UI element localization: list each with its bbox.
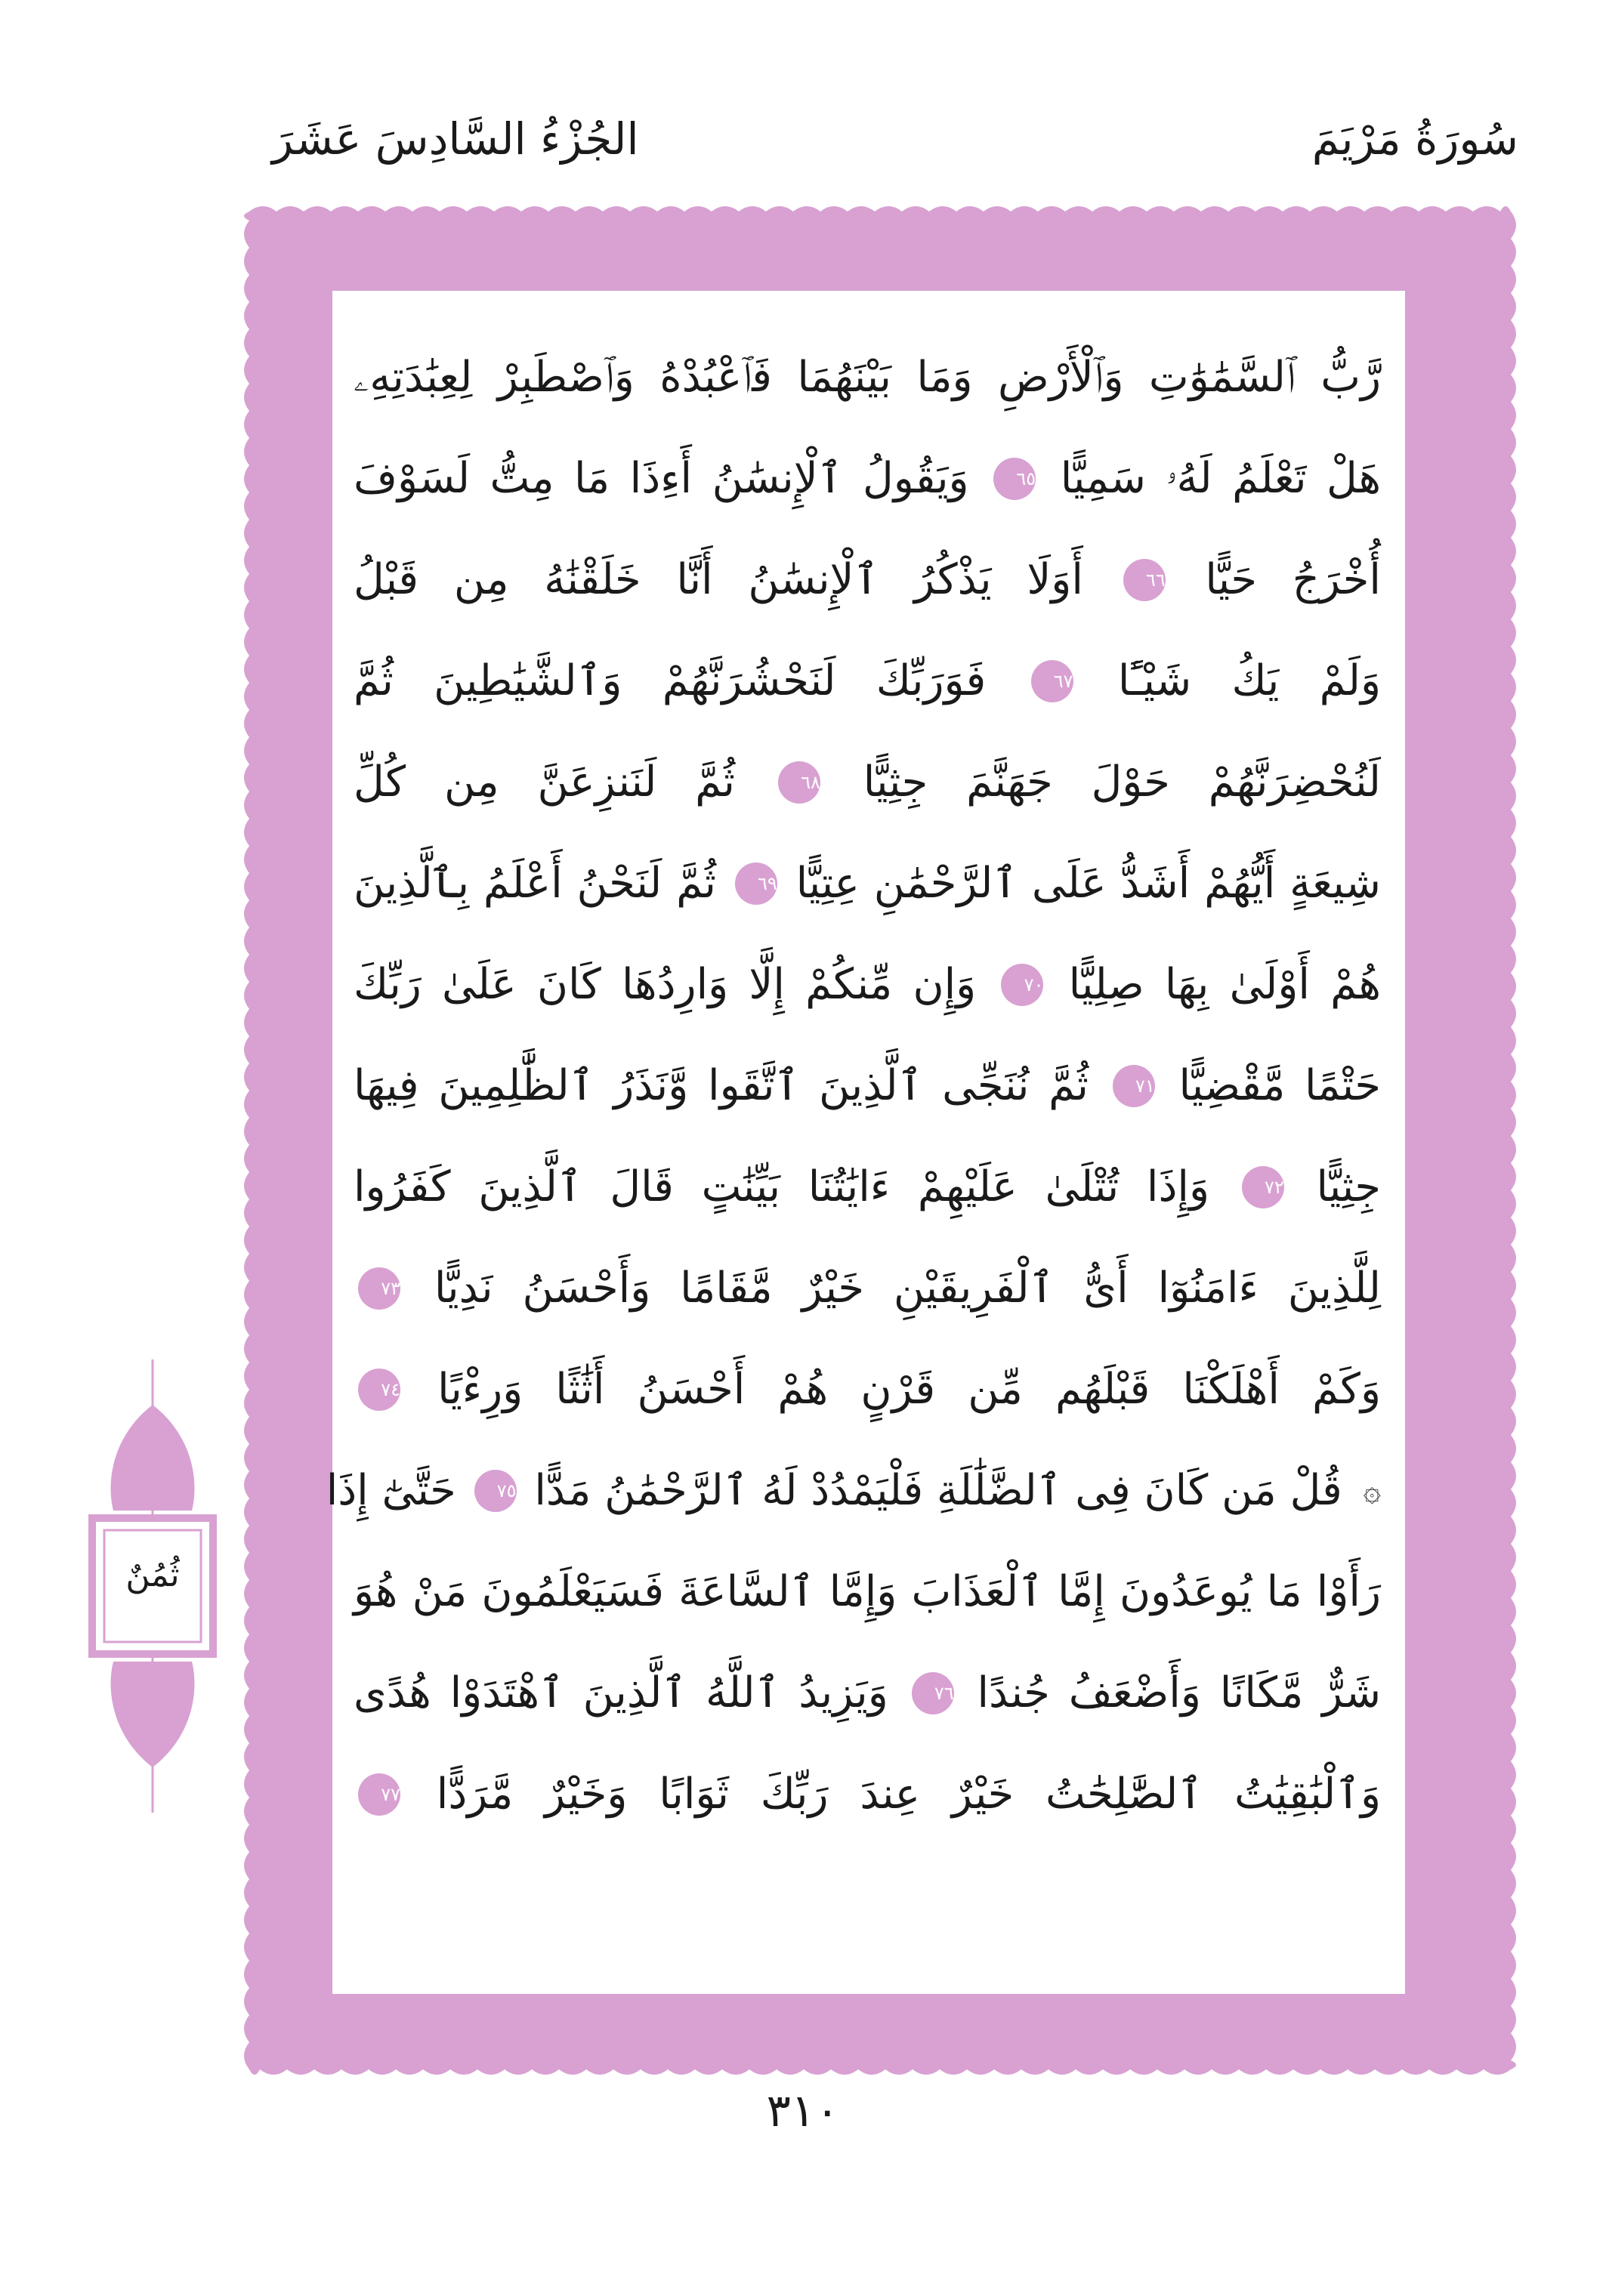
ayah-number-marker: ٦٩ [735,863,777,905]
ayah-number-marker: ٧٠ [1001,964,1043,1006]
verse-line [354,1539,1381,1640]
verse-text: هُمْ أَوْلَىٰ بِهَا صِلِيًّا [1068,959,1381,1009]
verse-text: شِيعَةٍ أَيُّهُمْ أَشَدُّ عَلَى ٱلرَّحْمَٰنِ عِتِيًّا [795,858,1381,908]
ayah-number-marker: ٧٦ [912,1672,954,1714]
verse-line [354,1236,1381,1337]
verse-text: قُلْ مَن كَانَ فِى ٱلضَّلَٰلَةِ فَلْيَمْدُدْ لَهُ ٱلرَّحْمَٰنُ مَدًّا [534,1465,1342,1515]
ayah-number-marker: ٧٥ [474,1470,517,1512]
ayah-number-marker: ٧٤ [358,1369,400,1411]
surah-name: سُورَةُ مَرْيَمَ [1311,113,1518,165]
verse-line [326,1438,1381,1539]
verse-text: وَإِذَا تُتْلَىٰ عَلَيْهِمْ ءَايَٰتُنَا بَيِّنَٰتٍ قَالَ ٱلَّذِينَ كَفَرُوا [354,1162,1210,1211]
verse-text: أُخْرَجُ حَيًّا [1205,554,1381,604]
verse-text: لِلَّذِينَ ءَامَنُوٓا أَىُّ ٱلْفَرِيقَيْنِ خَيْرٌ مَّقَامًا وَأَحْسَنُ نَدِيًّا [434,1263,1381,1313]
verse-line [354,1134,1381,1236]
verse-text: فَوَرَبِّكَ لَنَحْشُرَنَّهُمْ وَٱلشَّيَٰطِينَ ثُمَّ [354,656,987,705]
verse-text: جِثِيًّا [1316,1162,1381,1211]
ayah-number-marker: ٧٢ [1242,1166,1284,1208]
verse-line [354,1033,1381,1134]
verse-text: وَكَمْ أَهْلَكْنَا قَبْلَهُم مِّن قَرْنٍ هُمْ أَحْسَنُ أَثَٰثًا وَرِءْيًا [437,1364,1381,1414]
verse-line [354,831,1381,932]
verse-text: لَنُحْضِرَنَّهُمْ حَوْلَ جَهَنَّمَ جِثِيًّا [863,757,1381,807]
page-number: ٣١٠ [766,2085,840,2137]
ayah-number-marker: ٦٦ [1123,559,1166,601]
verse-line [354,730,1381,831]
verse-line [354,1742,1381,1843]
ayah-number-marker: ٦٧ [1031,660,1073,702]
verse-text: هَلْ تَعْلَمُ لَهُۥ سَمِيًّا [1060,453,1381,503]
ayah-number-marker: ٧٧ [358,1773,400,1816]
verse-text: وَيَقُولُ ٱلْإِنسَٰنُ أَءِذَا مَا مِتُّ لَسَوْفَ [354,453,969,503]
verse-line [354,1640,1381,1742]
verse-line [354,527,1381,628]
verse-text: ثُمَّ لَنَحْنُ أَعْلَمُ بِٱلَّذِينَ [354,858,716,908]
verse-text: وَيَزِيدُ ٱللَّهُ ٱلَّذِينَ ٱهْتَدَوْا هُدًى [354,1668,888,1717]
verse-text: رَّبُّ ٱلسَّمَٰوَٰتِ وَٱلْأَرْضِ وَمَا بَيْنَهُمَا فَٱعْبُدْهُ وَٱصْطَبِرْ لِعِبَٰدَتِهِۦ [354,352,1381,402]
thumun-label: ثُمُنٌ [125,1556,180,1594]
verse-text: أَوَلَا يَذْكُرُ ٱلْإِنسَٰنُ أَنَّا خَلَقْنَٰهُ مِن قَبْلُ [354,554,1083,604]
verse-text: رَأَوْا مَا يُوعَدُونَ إِمَّا ٱلْعَذَابَ وَإِمَّا ٱلسَّاعَةَ فَسَيَعْلَمُونَ مَنْ هُوَ [354,1566,1381,1616]
ayah-number-marker: ٧٣ [358,1267,400,1310]
verse-text: حَتَّىٰٓ إِذَا [326,1465,456,1515]
ayah-number-marker: ٦٥ [993,458,1036,500]
verse-line [354,426,1381,527]
verse-line [354,932,1381,1033]
verse-line [354,628,1381,730]
verse-text: وَٱلْبَٰقِيَٰتُ ٱلصَّٰلِحَٰتُ خَيْرٌ عِندَ رَبِّكَ ثَوَابًا وَخَيْرٌ مَّرَدًّا [436,1769,1381,1819]
ayah-number-marker: ٧١ [1113,1065,1155,1107]
verse-text: شَرٌّ مَّكَانًا وَأَضْعَفُ جُندًا [977,1668,1381,1717]
verse-line [354,1337,1381,1438]
verse-text: حَتْمًا مَّقْضِيًّا [1178,1060,1381,1110]
ayah-number-marker: ٦٨ [778,761,820,804]
verse-text: ثُمَّ نُنَجِّى ٱلَّذِينَ ٱتَّقَوا وَّنَذَرُ ٱلظَّٰلِمِينَ فِيهَا [354,1060,1089,1110]
hizb-icon: ۞ [1363,1473,1381,1508]
juz-name: الجُزْءُ السَّادِسَ عَشَرَ [272,113,639,165]
verse-text: وَلَمْ يَكُ شَيْـًٔا [1117,656,1381,705]
verse-text: ثُمَّ لَنَنزِعَنَّ مِن كُلِّ [354,757,735,807]
verse-text: وَإِن مِّنكُمْ إِلَّا وَارِدُهَا كَانَ عَلَىٰ رَبِّكَ [354,959,977,1009]
quran-text [326,325,1381,1843]
verse-line [354,325,1381,426]
